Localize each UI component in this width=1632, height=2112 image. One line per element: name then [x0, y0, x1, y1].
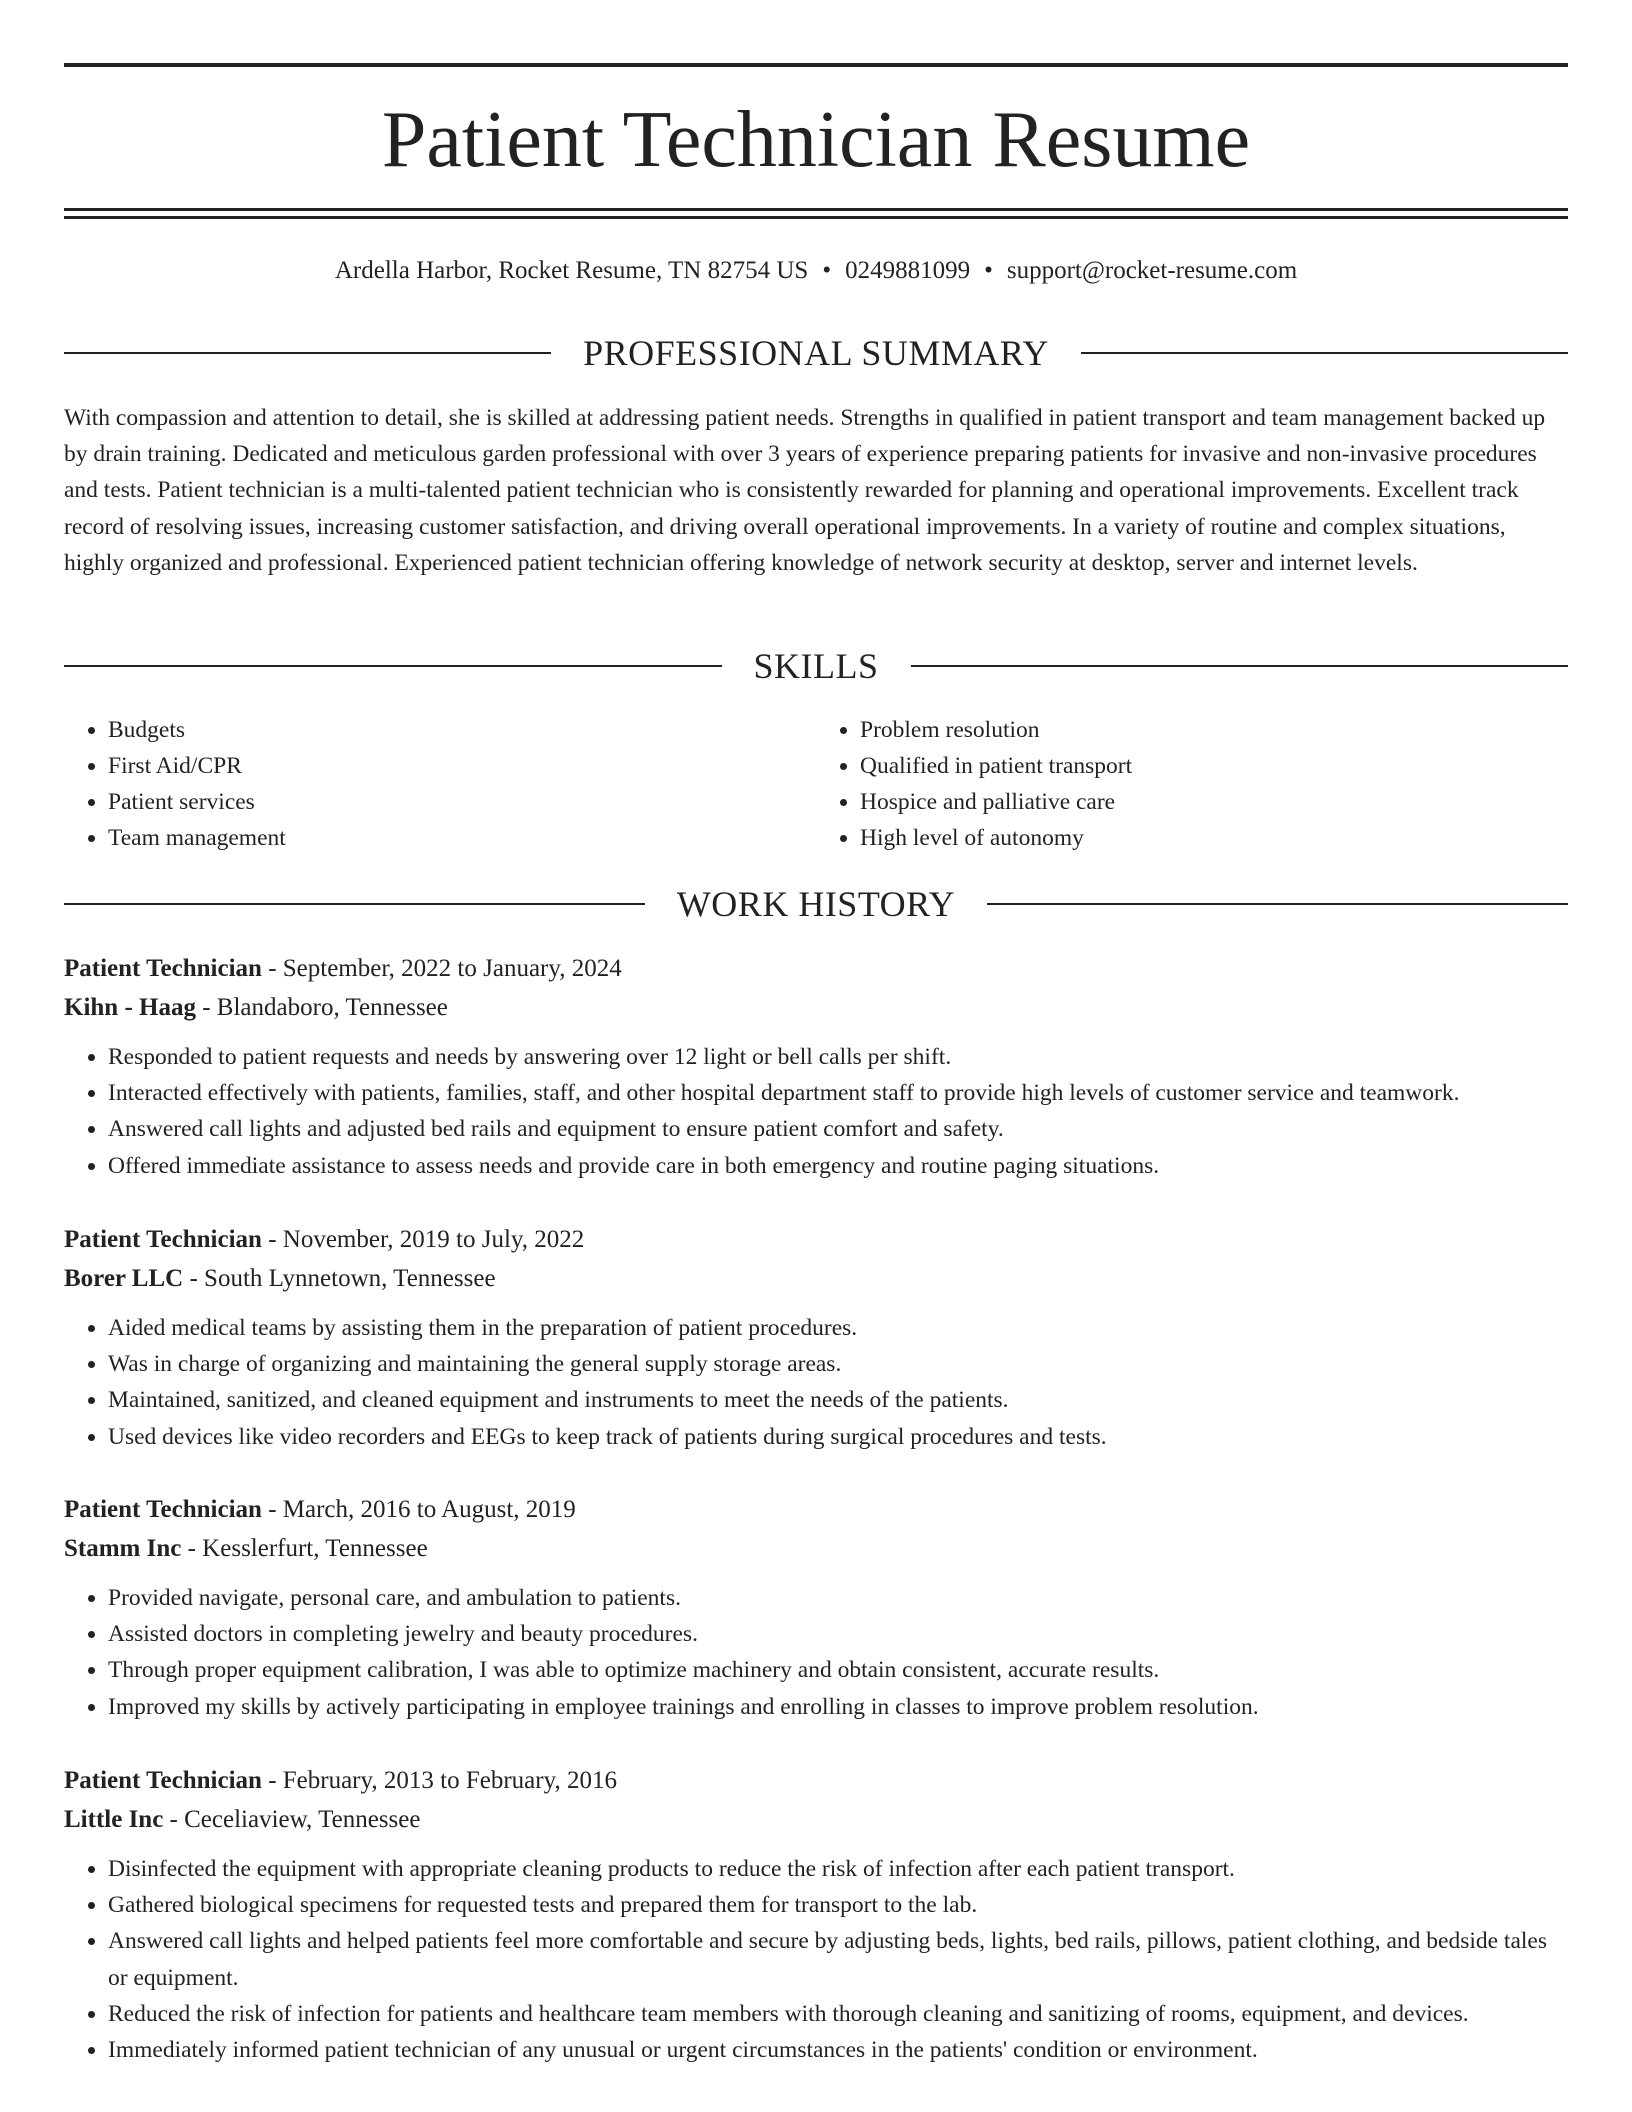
job-bullet: • Maintained, sanitized, and cleaned equipment and instruments to meet the needs of the patients.: [108, 1382, 1568, 1418]
job-bullet: • Answered call lights and helped patients feel more comfortable and secure by adjusting beds, lights, bed rails, pillows, patient clothing, and bedside tales or equipment.: [108, 1923, 1568, 1995]
contact-phone: 0249881099: [845, 257, 971, 284]
job-bullet: • Used devices like video recorders and EEGs to keep track of patients during surgical procedures and tests.: [108, 1419, 1568, 1455]
skill-item: • Problem resolution: [860, 712, 1568, 748]
job-title: Patient Technician: [64, 1496, 262, 1523]
skills-list: [64, 712, 1568, 856]
heading-rule: [64, 903, 645, 905]
work-heading-text: WORK HISTORY: [676, 884, 956, 924]
job-title: Patient Technician: [64, 1767, 262, 1794]
title-rule-upper: [64, 208, 1568, 211]
job-bullets: [64, 1039, 1568, 1184]
skills-column-left: [64, 712, 816, 856]
summary-heading-text: PROFESSIONAL SUMMARY: [583, 333, 1049, 373]
job-bullet: • Improved my skills by actively participating in employee trainings and enrolling in classes to improve problem resolution.: [108, 1689, 1568, 1725]
skills-heading-text: SKILLS: [753, 646, 879, 686]
job-company-line: [64, 988, 1568, 1027]
contact-email: support@rocket-resume.com: [1006, 257, 1298, 284]
skill-item: • First Aid/CPR: [108, 748, 816, 784]
job-company: Kihn - Haag: [64, 994, 196, 1021]
job-company-line: [64, 1800, 1568, 1839]
work-heading: [64, 884, 1568, 924]
skills-column-right: [816, 712, 1568, 856]
job-company-line: [64, 1259, 1568, 1298]
title-rule-lower: [64, 216, 1568, 219]
job-location: - Blandaboro, Tennessee: [195, 994, 448, 1021]
contact-separator: •: [984, 257, 993, 284]
page-title: Patient Technician Resume: [381, 96, 1251, 184]
job-title-line: [64, 1220, 1568, 1259]
job-entry: [64, 1761, 1568, 2068]
job-title-line: [64, 1761, 1568, 1800]
skills-heading: [64, 646, 1568, 686]
job-bullets: [64, 1580, 1568, 1725]
job-bullet: • Responded to patient requests and needs by answering over 12 light or bell calls per shift.: [108, 1039, 1568, 1075]
job-bullet: • Gathered biological specimens for requested tests and prepared them for transport to the lab.: [108, 1887, 1568, 1923]
skill-item: • Patient services: [108, 784, 816, 820]
skill-item: • High level of autonomy: [860, 820, 1568, 856]
skill-item: • Budgets: [108, 712, 816, 748]
job-dates: - November, 2019 to July, 2022: [261, 1226, 585, 1253]
summary-heading: [64, 333, 1568, 373]
job-company-line: [64, 1529, 1568, 1568]
job-company: Little Inc: [64, 1806, 164, 1833]
contact-line: [64, 254, 1568, 288]
job-bullet: • Offered immediate assistance to assess needs and provide care in both emergency and routine paging situations.: [108, 1148, 1568, 1184]
job-entry: [64, 1220, 1568, 1455]
job-bullets: [64, 1310, 1568, 1455]
job-bullet: • Through proper equipment calibration, I was able to optimize machinery and obtain consistent, accurate results.: [108, 1652, 1568, 1688]
job-dates: - March, 2016 to August, 2019: [261, 1496, 576, 1523]
job-dates: - September, 2022 to January, 2024: [261, 955, 622, 982]
job-title-line: [64, 1490, 1568, 1529]
job-bullets: [64, 1851, 1568, 2068]
job-location: - Ceceliaview, Tennessee: [163, 1806, 421, 1833]
job-entry: [64, 949, 1568, 1184]
job-bullet: • Was in charge of organizing and maintaining the general supply storage areas.: [108, 1346, 1568, 1382]
skill-item: • Hospice and palliative care: [860, 784, 1568, 820]
heading-rule: [911, 665, 1569, 667]
job-title-line: [64, 949, 1568, 988]
heading-rule: [987, 903, 1568, 905]
job-title: Patient Technician: [64, 1226, 262, 1253]
job-bullet: • Interacted effectively with patients, families, staff, and other hospital department staff to provide high levels of customer service and teamwork.: [108, 1075, 1568, 1111]
job-bullet: • Answered call lights and adjusted bed rails and equipment to ensure patient comfort and safety.: [108, 1111, 1568, 1147]
job-bullet: • Disinfected the equipment with appropriate cleaning products to reduce the risk of infection after each patient transport.: [108, 1851, 1568, 1887]
top-rule: [64, 63, 1568, 67]
job-bullet: • Provided navigate, personal care, and ambulation to patients.: [108, 1580, 1568, 1616]
contact-address: Ardella Harbor, Rocket Resume, TN 82754 US: [334, 257, 809, 284]
job-location: - South Lynnetown, Tennessee: [183, 1265, 496, 1292]
job-location: - Kesslerfurt, Tennessee: [181, 1535, 428, 1562]
job-company: Borer LLC: [64, 1265, 184, 1292]
skill-item: • Team management: [108, 820, 816, 856]
job-bullet: • Immediately informed patient technician of any unusual or urgent circumstances in the patients' condition or environment.: [108, 2032, 1568, 2068]
job-title: Patient Technician: [64, 955, 262, 982]
job-dates: - February, 2013 to February, 2016: [261, 1767, 617, 1794]
job-bullet: • Aided medical teams by assisting them in the preparation of patient procedures.: [108, 1310, 1568, 1346]
heading-rule: [64, 352, 551, 354]
skill-item: • Qualified in patient transport: [860, 748, 1568, 784]
heading-rule: [1081, 352, 1568, 354]
summary-text: With compassion and attention to detail, she is skilled at addressing patient needs. Strengths in qualified in patient transport and team management backed up by drain training. Dedicated and meticulous garden professional with over 3 years of experience preparing patients for invasive and non-invasive procedures and tests. Patient technician is a multi-talented patient technician who is consistently rewarded for planning and operational improvements. Excellent track record of resolving issues, increasing customer satisfaction, and driving overall operational improvements. In a variety of routine and complex situations, highly organized and professional. Experienced patient technician offering knowledge of network security at desktop, server and internet levels.: [64, 405, 1546, 576]
contact-separator: •: [822, 257, 832, 284]
job-company: Stamm Inc: [64, 1535, 182, 1562]
job-entry: [64, 1490, 1568, 1725]
heading-rule: [64, 665, 722, 667]
job-bullet: • Assisted doctors in completing jewelry and beauty procedures.: [108, 1616, 1568, 1652]
job-bullet: • Reduced the risk of infection for patients and healthcare team members with thorough cleaning and sanitizing of rooms, equipment, and devices.: [108, 1996, 1568, 2032]
